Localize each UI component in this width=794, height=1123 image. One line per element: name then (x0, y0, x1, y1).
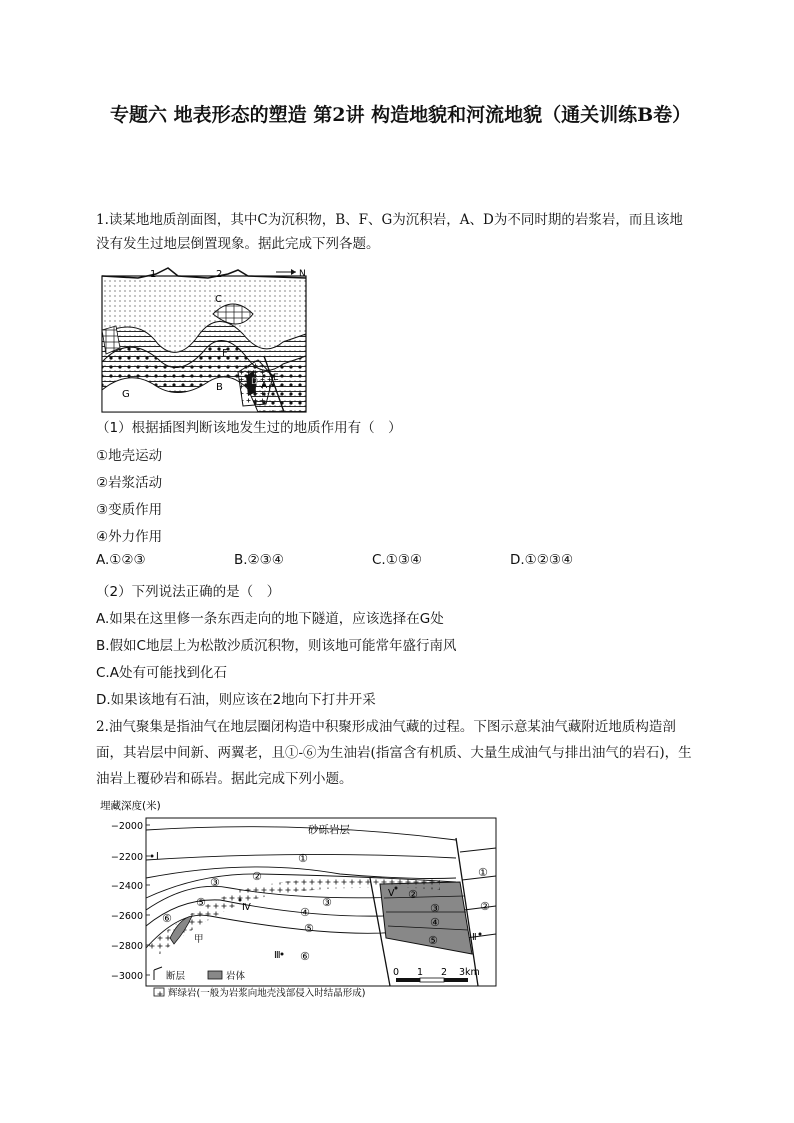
point-III-label: Ⅲ (274, 950, 281, 961)
label-A: A (261, 381, 268, 391)
label-F: F (222, 348, 228, 359)
layer-4-label: ④ (300, 906, 310, 919)
q1-sub2-option-c[interactable]: C.A处有可能找到化石 (96, 665, 227, 681)
label-B: B (216, 382, 223, 393)
q1-sub2-option-a[interactable]: A.如果在这里修一条东西走向的地下隧道，应该选择在G处 (96, 611, 444, 627)
label-2: 2 (216, 269, 223, 280)
q1-sub2-option-d[interactable]: D.如果该地有石油，则应该在2地向下打井开采 (96, 692, 376, 708)
layer-2-fault-label: ② (408, 888, 418, 901)
q2-stem: 2.油气聚集是指油气在地层圈闭构造中积聚形成油气藏的过程。下图示意某油气藏附近地质构造剖面，其岩层中间新、两翼老，且①-⑥为生油岩(指富含有机质、大量生成油气与排出油气的岩石)，生油岩上覆砂岩和砾岩。据此完成下列小题。 (96, 719, 692, 787)
layer-5-label: ⑤ (196, 896, 206, 909)
q1-sub1-prompt: （1）根据插图判断该地发生过的地质作用有（ ） (96, 420, 402, 436)
label-E: E (273, 373, 279, 383)
layer-1-right-label: ① (478, 866, 488, 879)
layer-3-mid-label: ③ (322, 896, 332, 909)
q1-sub1-option-c[interactable]: C.①③④ (372, 552, 423, 568)
layer-5-mid-label: ⑤ (304, 922, 314, 935)
point-IV-label: Ⅳ (242, 902, 251, 913)
q1-geologic-section-figure (98, 264, 310, 414)
legend-fault-label: 断层 (166, 971, 186, 982)
point-jia-label: 甲 (194, 934, 204, 945)
scale-0: 0 (393, 967, 400, 978)
page-title: 专题六 地表形态的塑造 第2讲 构造地貌和河流地貌（通关训练B卷） (110, 104, 692, 126)
ytick-2800: −2800 (110, 941, 143, 952)
label-D: D (251, 377, 258, 387)
top-layer-label: 砂砾岩层 (308, 824, 350, 836)
q1-sub1-item-2: ②岩浆活动 (96, 475, 163, 491)
label-G: G (122, 389, 130, 400)
ytick-2200: −2200 (110, 852, 143, 863)
q1-sub1-item-4: ④外力作用 (96, 529, 163, 545)
q1-sub1-item-3: ③变质作用 (96, 502, 163, 518)
point-V-label: V (388, 888, 395, 899)
legend-diabase-label: 辉绿岩(一般为岩浆向地壳浅部侵入时结晶形成) (168, 988, 366, 999)
legend-rock-label: 岩体 (226, 971, 246, 982)
point-I-label: I (156, 851, 159, 862)
q1-sub2-prompt: （2）下列说法正确的是（ ） (96, 584, 281, 600)
q1-sub1-option-b[interactable]: B.②③④ (234, 552, 284, 568)
q2-oil-gas-section-figure (100, 798, 500, 1004)
ytick-2400: −2400 (110, 881, 143, 892)
q1-stem: 1.读某地地质剖面图，其中C为沉积物，B、F、G为沉积岩，A、D为不同时期的岩浆岩，而且该地没有发生过地层倒置现象。据此完成下列各题。 (96, 212, 683, 252)
layer-3-label: ③ (210, 876, 220, 889)
ytick-2600: −2600 (110, 911, 143, 922)
layer-3-fault-label: ③ (430, 902, 440, 915)
q1-sub1-option-a[interactable]: A.①②③ (96, 552, 146, 568)
layer-6-label: ⑥ (162, 912, 172, 925)
ytick-2000: −2000 (110, 821, 143, 832)
label-C: C (215, 294, 222, 305)
layer-5-fault-label: ⑤ (428, 934, 438, 947)
y-axis-label: 埋藏深度(米) (100, 800, 161, 812)
label-1: 1 (150, 269, 157, 280)
ytick-3000: −3000 (110, 971, 143, 982)
scale-3km: 3km (459, 967, 480, 978)
q1-sub1-option-d[interactable]: D.①②③④ (510, 552, 574, 568)
layer-6-mid-label: ⑥ (300, 950, 310, 963)
scale-1: 1 (417, 967, 424, 978)
north-arrow-label: N (299, 269, 306, 279)
q1-sub1-item-1: ①地壳运动 (96, 448, 163, 464)
layer-1-label: ① (298, 852, 308, 865)
layer-4-fault-label: ④ (430, 916, 440, 929)
q1-sub2-option-b[interactable]: B.假如C地层上为松散沙质沉积物，则该地可能常年盛行南风 (96, 638, 457, 654)
scale-2: 2 (441, 967, 448, 978)
point-II-label: Ⅱ (472, 932, 477, 943)
layer-2-label: ② (252, 870, 262, 883)
layer-2-right-label: ② (480, 900, 490, 913)
